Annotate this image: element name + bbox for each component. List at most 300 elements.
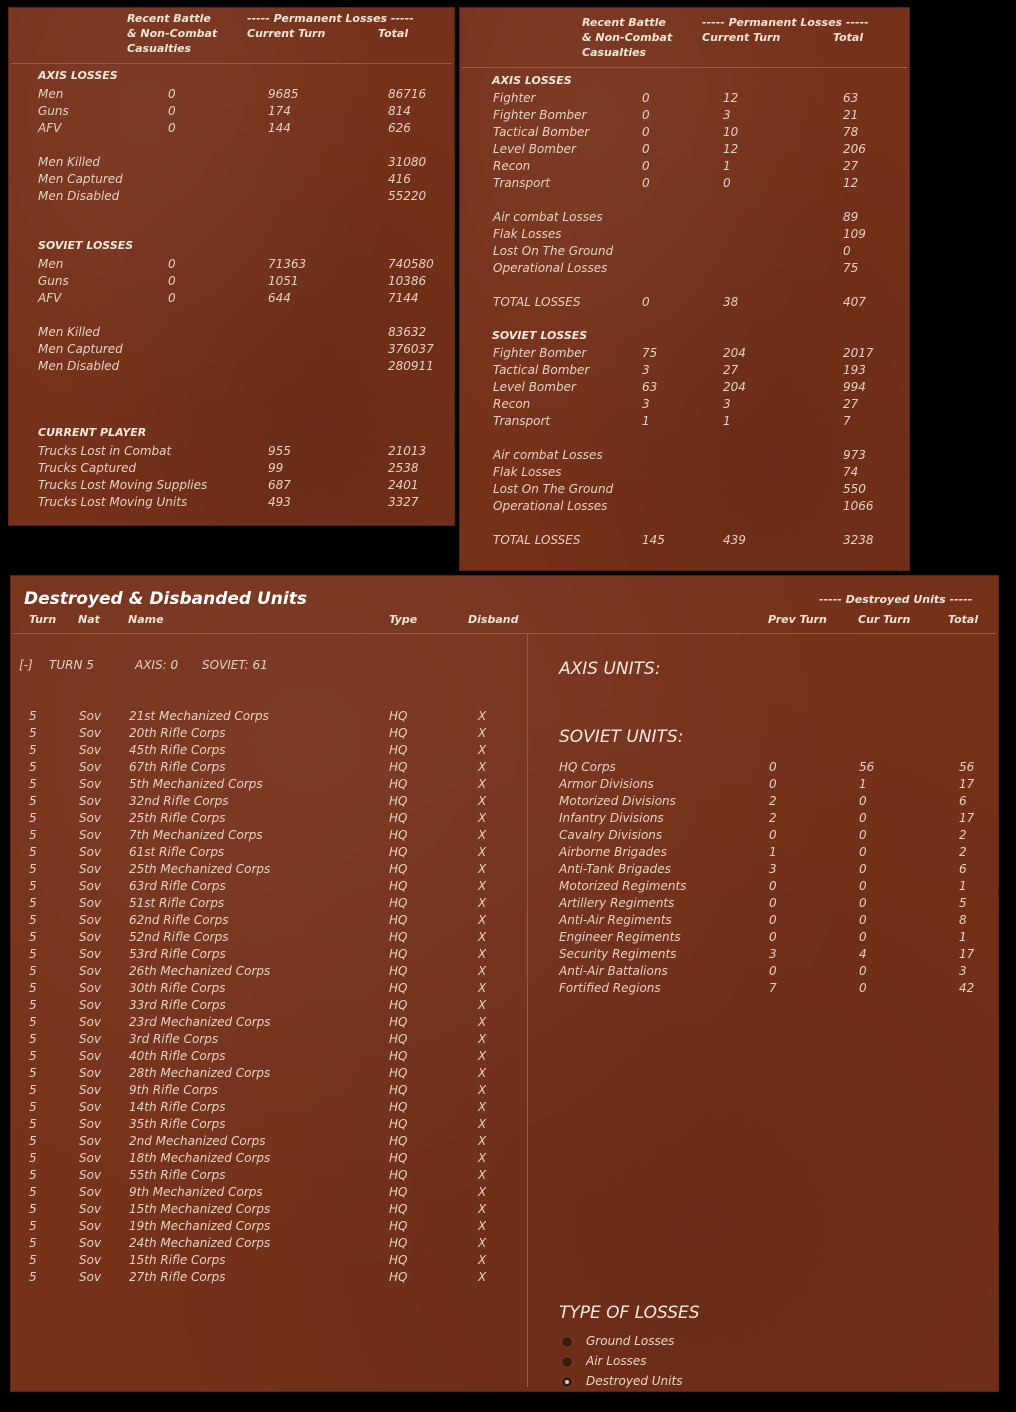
unit-nat: Sov [79,743,102,757]
unit-nat: Sov [79,930,102,944]
truck-row [9,443,454,460]
radio-label: Destroyed Units [586,1374,683,1388]
radio-label: Ground Losses [586,1334,675,1348]
current-value: 71363 [268,257,307,271]
turn-group-header[interactable] [11,657,998,674]
loss-row [9,273,454,290]
unit-nat: Sov [79,1151,102,1165]
row-label: Recon [493,397,531,411]
unit-type: HQ [389,1168,408,1182]
total-value: 74 [843,465,859,479]
unit-row [11,742,527,759]
recent-value: 0 [642,176,650,190]
loss-row [460,362,909,379]
total-value: 75 [843,261,859,275]
unit-type: HQ [389,1015,408,1029]
row-label: Guns [38,274,69,288]
recent-value: 0 [168,274,176,288]
total-value: 6 [959,794,967,808]
row-label: Men Disabled [38,189,120,203]
unit-row [11,1235,527,1252]
unit-category: Cavalry Divisions [559,828,663,842]
loss-row [460,124,909,141]
type-option[interactable] [561,1334,761,1352]
unit-disband: X [478,777,487,791]
unit-turn: 5 [29,1253,37,1267]
row-label: Flak Losses [493,227,562,241]
row-label: Transport [493,414,551,428]
truck-row [9,460,454,477]
unit-row [11,1099,527,1116]
cur-turn-value: 0 [859,811,867,825]
total-value: 8 [959,913,967,927]
unit-row [11,1218,527,1235]
row-label: Tactical Bomber [493,363,590,377]
axis-losses-title: AXIS LOSSES [38,69,118,82]
unit-row [11,725,527,742]
recent-value: 145 [642,533,665,547]
row-label: Trucks Lost Moving Supplies [38,478,208,492]
unit-category: Infantry Divisions [559,811,664,825]
type-option[interactable] [561,1374,761,1392]
unit-nat: Sov [79,1100,102,1114]
loss-row [460,175,909,192]
total-value: 21 [843,108,859,122]
unit-summary-row [11,895,998,912]
unit-category: Motorized Divisions [559,794,676,808]
total-header: Total [378,27,409,40]
unit-turn: 5 [29,930,37,944]
loss-row [9,290,454,307]
unit-turn: 5 [29,709,37,723]
unit-type: HQ [389,964,408,978]
total-value: 3327 [388,495,419,509]
header-divider [11,63,452,64]
permanent-losses-header: ----- Permanent Losses ----- [247,12,414,25]
total-value: 7144 [388,291,419,305]
unit-nat: Sov [79,811,102,825]
header-divider [13,633,996,634]
total-value: 407 [843,295,866,309]
row-label: Air combat Losses [493,210,603,224]
unit-name: 3rd Rifle Corps [129,1032,219,1046]
row-label: Trucks Lost Moving Units [38,495,188,509]
panel-title: Destroyed & Disbanded Units [24,589,307,609]
unit-type: HQ [389,1066,408,1080]
unit-category: HQ Corps [559,760,616,774]
total-value: 3 [959,964,967,978]
total-value: 10386 [388,274,427,288]
total-row [460,294,909,311]
unit-name: 62nd Rifle Corps [129,913,229,927]
unit-nat: Sov [79,896,102,910]
unit-row [11,1133,527,1150]
unit-row [11,1201,527,1218]
unit-nat: Sov [79,1219,102,1233]
unit-type: HQ [389,777,408,791]
loss-row [9,256,454,273]
loss-row [460,260,909,277]
current-value: 204 [723,380,746,394]
unit-name: 51st Rifle Corps [129,896,225,910]
unit-turn: 5 [29,1219,37,1233]
row-label: Flak Losses [493,465,562,479]
current-player-title: CURRENT PLAYER [38,426,147,439]
truck-row [9,477,454,494]
total-value: 550 [843,482,866,496]
current-value: 144 [268,121,291,135]
unit-disband: X [478,709,487,723]
loss-row [460,243,909,260]
prev-turn-value: 2 [769,794,777,808]
unit-type: HQ [389,862,408,876]
group-axis-count: AXIS: 0 [135,658,179,672]
unit-disband: X [478,760,487,774]
total-value: 17 [959,947,975,961]
cur-turn-value: 0 [859,964,867,978]
header-line: Casualties [582,46,647,59]
current-value: 3 [723,397,731,411]
prev-turn-value: 0 [769,930,777,944]
unit-turn: 5 [29,828,37,842]
cur-turn-value: 0 [859,981,867,995]
unit-turn: 5 [29,1134,37,1148]
loss-row [460,158,909,175]
unit-disband: X [478,1134,487,1148]
unit-type: HQ [389,760,408,774]
unit-type: HQ [389,879,408,893]
ground-losses-panel [8,7,455,526]
unit-name: 7th Mechanized Corps [129,828,263,842]
unit-disband: X [478,1117,487,1131]
soviet-units-title: SOVIET UNITS: [559,727,684,747]
unit-nat: Sov [79,1253,102,1267]
unit-type: HQ [389,726,408,740]
current-turn-header: Current Turn [247,27,326,40]
prev-turn-value: 2 [769,811,777,825]
total-value: 994 [843,380,866,394]
unit-row [11,997,527,1014]
recent-value: 0 [642,159,650,173]
unit-type: HQ [389,981,408,995]
collapse-toggle[interactable]: [-] [19,658,33,672]
total-value: 3238 [843,533,874,547]
row-label: Guns [38,104,69,118]
row-label: AFV [38,121,62,135]
unit-turn: 5 [29,862,37,876]
total-value: 1066 [843,499,874,513]
unit-nat: Sov [79,1236,102,1250]
total-value: 376037 [388,342,434,356]
current-value: 1 [723,414,731,428]
unit-type: HQ [389,845,408,859]
unit-nat: Sov [79,1134,102,1148]
unit-name: 63rd Rifle Corps [129,879,226,893]
prev-turn-value: 0 [769,964,777,978]
current-value: 1051 [268,274,299,288]
type-of-losses-radio-group [561,1334,761,1394]
loss-row [460,464,909,481]
unit-disband: X [478,1219,487,1233]
unit-name: 40th Rifle Corps [129,1049,226,1063]
recent-value: 0 [168,291,176,305]
unit-name: 32nd Rifle Corps [129,794,229,808]
prev-turn-value: 0 [769,828,777,842]
unit-type: HQ [389,1134,408,1148]
unit-type: HQ [389,947,408,961]
total-value: 740580 [388,257,434,271]
unit-type: HQ [389,998,408,1012]
recent-battle-header [582,15,672,60]
total-value: 5 [959,896,967,910]
unit-type: HQ [389,828,408,842]
current-value: 99 [268,461,284,475]
radio-label: Air Losses [586,1354,647,1368]
current-value: 10 [723,125,739,139]
cur-turn-value: 56 [859,760,875,774]
unit-turn: 5 [29,726,37,740]
total-value: 55220 [388,189,427,203]
unit-category: Airborne Brigades [559,845,667,859]
destroyed-units-header: ----- Destroyed Units ----- [819,593,973,606]
cur-turn-value: 0 [859,862,867,876]
total-value: 12 [843,176,859,190]
loss-row [460,379,909,396]
unit-name: 15th Rifle Corps [129,1253,226,1267]
recent-value: 0 [168,121,176,135]
unit-row [11,1269,527,1286]
total-value: 21013 [388,444,427,458]
unit-summary-row [11,827,998,844]
unit-nat: Sov [79,1083,102,1097]
recent-value: 0 [168,87,176,101]
unit-summary-row [11,759,998,776]
loss-row [9,341,454,358]
group-turn: TURN 5 [49,658,94,672]
unit-disband: X [478,1015,487,1029]
unit-row [11,1116,527,1133]
unit-name: 25th Rifle Corps [129,811,226,825]
prev-turn-value: 3 [769,862,777,876]
unit-type: HQ [389,1083,408,1097]
unit-name: 61st Rifle Corps [129,845,225,859]
radio-button[interactable] [561,1356,573,1368]
unit-name: 30th Rifle Corps [129,981,226,995]
unit-disband: X [478,1202,487,1216]
unit-disband: X [478,1270,487,1284]
total-value: 109 [843,227,866,241]
unit-row [11,1048,527,1065]
unit-summary-row [11,844,998,861]
unit-row [11,1252,527,1269]
current-value: 439 [723,533,746,547]
total-header: Total [833,31,864,44]
col-prev-turn-header: Prev Turn [768,613,827,626]
total-value: 1 [959,930,967,944]
unit-name: 67th Rifle Corps [129,760,226,774]
col-turn-header: Turn [29,613,57,626]
row-label: Men Captured [38,172,123,186]
row-label: Men Disabled [38,359,120,373]
unit-disband: X [478,1083,487,1097]
unit-turn: 5 [29,1185,37,1199]
unit-disband: X [478,896,487,910]
row-label: Fighter Bomber [493,346,587,360]
header-line: & Non-Combat [582,31,673,44]
unit-nat: Sov [79,1202,102,1216]
unit-turn: 5 [29,998,37,1012]
unit-type: HQ [389,1202,408,1216]
total-value: 2 [959,845,967,859]
unit-name: 26th Mechanized Corps [129,964,271,978]
unit-turn: 5 [29,947,37,961]
unit-row [11,1184,527,1201]
current-value: 0 [723,176,731,190]
unit-nat: Sov [79,862,102,876]
unit-category: Engineer Regiments [559,930,681,944]
prev-turn-value: 0 [769,879,777,893]
unit-disband: X [478,726,487,740]
unit-nat: Sov [79,1049,102,1063]
soviet-losses-title: SOVIET LOSSES [492,329,588,342]
type-option[interactable] [561,1354,761,1372]
current-value: 687 [268,478,291,492]
unit-type: HQ [389,1100,408,1114]
recent-value: 0 [642,295,650,309]
loss-row [9,324,454,341]
cur-turn-value: 0 [859,913,867,927]
unit-name: 33rd Rifle Corps [129,998,226,1012]
row-label: Men Captured [38,342,123,356]
unit-turn: 5 [29,1202,37,1216]
header-line: Recent Battle [582,16,666,29]
total-value: 83632 [388,325,427,339]
loss-row [460,107,909,124]
unit-name: 18th Mechanized Corps [129,1151,271,1165]
total-value: 416 [388,172,411,186]
unit-category: Security Regiments [559,947,677,961]
prev-turn-value: 0 [769,896,777,910]
recent-value: 3 [642,397,650,411]
unit-turn: 5 [29,1100,37,1114]
unit-nat: Sov [79,726,102,740]
unit-disband: X [478,1253,487,1267]
row-label: TOTAL LOSSES [493,533,581,547]
unit-type: HQ [389,1151,408,1165]
header-line: Casualties [127,42,192,55]
current-value: 27 [723,363,739,377]
unit-disband: X [478,1100,487,1114]
unit-disband: X [478,1066,487,1080]
recent-value: 0 [168,104,176,118]
unit-nat: Sov [79,777,102,791]
unit-nat: Sov [79,879,102,893]
recent-value: 0 [642,125,650,139]
cur-turn-value: 0 [859,794,867,808]
loss-row [9,120,454,137]
recent-value: 63 [642,380,658,394]
unit-nat: Sov [79,1032,102,1046]
row-label: Lost On The Ground [493,482,614,496]
unit-nat: Sov [79,709,102,723]
current-turn-header: Current Turn [702,31,781,44]
unit-disband: X [478,1032,487,1046]
unit-nat: Sov [79,760,102,774]
unit-name: 55th Rifle Corps [129,1168,226,1182]
prev-turn-value: 3 [769,947,777,961]
total-value: 27 [843,397,859,411]
unit-type: HQ [389,743,408,757]
unit-disband: X [478,743,487,757]
cur-turn-value: 0 [859,879,867,893]
unit-category: Motorized Regiments [559,879,687,893]
unit-name: 53rd Rifle Corps [129,947,226,961]
total-value: 78 [843,125,859,139]
col-nat-header: Nat [78,613,100,626]
unit-summary-row [11,878,998,895]
unit-disband: X [478,998,487,1012]
current-value: 1 [723,159,731,173]
row-label: Air combat Losses [493,448,603,462]
row-label: TOTAL LOSSES [493,295,581,309]
cur-turn-value: 1 [859,777,867,791]
loss-row [9,154,454,171]
loss-row [460,498,909,515]
unit-turn: 5 [29,1083,37,1097]
row-label: Trucks Captured [38,461,137,475]
unit-category: Anti-Tank Brigades [559,862,671,876]
recent-value: 0 [642,142,650,156]
unit-type: HQ [389,1236,408,1250]
row-label: Recon [493,159,531,173]
unit-nat: Sov [79,1066,102,1080]
total-value: 7 [843,414,851,428]
unit-row [11,708,527,725]
unit-type: HQ [389,1185,408,1199]
unit-turn: 5 [29,845,37,859]
loss-row [460,447,909,464]
unit-turn: 5 [29,811,37,825]
unit-disband: X [478,981,487,995]
unit-disband: X [478,1049,487,1063]
current-value: 493 [268,495,291,509]
unit-category: Anti-Air Battalions [559,964,668,978]
unit-turn: 5 [29,794,37,808]
row-label: Trucks Lost in Combat [38,444,172,458]
prev-turn-value: 0 [769,777,777,791]
loss-row [460,413,909,430]
unit-type: HQ [389,794,408,808]
total-value: 973 [843,448,866,462]
unit-category: Fortified Regions [559,981,661,995]
unit-type: HQ [389,1270,408,1284]
radio-button[interactable] [561,1376,573,1388]
row-label: Men Killed [38,325,101,339]
unit-type: HQ [389,930,408,944]
current-value: 644 [268,291,291,305]
row-label: Transport [493,176,551,190]
unit-turn: 5 [29,913,37,927]
radio-button[interactable] [561,1336,573,1348]
unit-turn: 5 [29,1015,37,1029]
unit-name: 45th Rifle Corps [129,743,226,757]
unit-disband: X [478,845,487,859]
unit-disband: X [478,1185,487,1199]
unit-turn: 5 [29,743,37,757]
unit-nat: Sov [79,913,102,927]
unit-name: 5th Mechanized Corps [129,777,263,791]
unit-row [11,1065,527,1082]
